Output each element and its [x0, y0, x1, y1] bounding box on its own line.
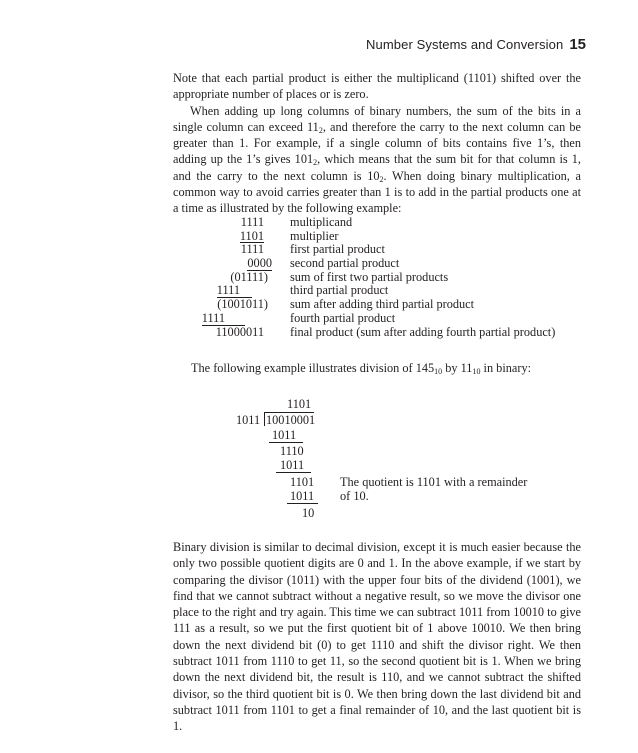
division-remainder: 10 [302, 506, 315, 520]
division-step3-subtrahend: 1011 [290, 489, 315, 503]
mult-desc: multiplicand [290, 215, 353, 229]
paragraph-carries-part-a: When adding up long columns of binary numbers, the sum of the bits in a single column can exceed 11 [173, 103, 581, 134]
division-step3-value: 1101 [290, 475, 315, 489]
paragraph-carries-part-b: , and therefore the carry to the next column can be greater than 1. For example, if a single column of bits contains five 1’s, then adding up the 1’s gives 101 [173, 119, 581, 167]
paragraph-partial-products: Note that each partial product is either the multiplicand (1101) shifted over the appropriate number of places or is zero. [173, 71, 581, 102]
division-step2-subtrahend: 1011 [280, 458, 305, 472]
mult-value: 1111 [240, 242, 264, 257]
division-note-line1: The quotient is 1101 with a remainder [340, 475, 528, 489]
subscript-base-2: 2 [379, 174, 384, 184]
mult-desc: multiplier [290, 228, 339, 243]
page-number: 15 [569, 36, 586, 53]
paragraph-binary-division: Binary division is similar to decimal division, except it is much easier because the only two possible quotient digits are 0 and 1. In the above example, if we start by comparing the divisor (1011) with the upper four bits of the dividend (1001), we find that we cannot subtract without a negative result, so we move the divisor one place to the right and try again. This time we can subtract 1011 from 10010 to give 111 as a result, so we put the first quotient bit of 1 above 10010. We then bring down the next dividend bit (0) to get 1110 and shift the divisor right. We then subtract 1011 from 1110 to get 11, so the second quotient bit is 1. When we bring down the next dividend bit, the result is 110, and we cannot subtract the shifted divisor, so the third quotient bit is 0. We then bring down the last dividend bit and subtract 1011 from 1101 to get a final remainder of 10, and the last quotient bit is 1. [173, 540, 581, 734]
subscript-base-2: 2 [318, 125, 323, 135]
mult-value: (01111) [230, 269, 268, 284]
division-dividend: 10010001 [266, 413, 316, 427]
mult-desc: third partial product [290, 283, 389, 298]
mult-value: 1111 [202, 312, 245, 326]
mult-value: 1101 [239, 228, 264, 243]
subscript-base-10: 10 [472, 367, 481, 376]
division-rule [287, 503, 318, 504]
mult-desc: sum after adding third partial product [290, 297, 475, 312]
running-header-title: Number Systems and Conversion [366, 37, 564, 52]
mult-value: 1111 [217, 284, 252, 298]
division-rule [269, 442, 303, 443]
division-intro-part-a: The following example illustrates division of 145 [191, 361, 435, 375]
paragraph-division-intro [191, 361, 531, 376]
mult-desc: final product (sum after adding fourth partial product) [290, 324, 556, 339]
division-quotient: 1101 [287, 397, 312, 411]
mult-desc: fourth partial product [290, 310, 396, 325]
division-bracket [264, 412, 265, 426]
division-note-line2: of 10. [340, 489, 369, 503]
mult-value: 0000 [247, 256, 272, 271]
mult-desc: first partial product [290, 242, 385, 257]
mult-desc: second partial product [290, 256, 400, 271]
subscript-base-2: 2 [313, 158, 318, 168]
division-rule [276, 472, 311, 473]
subscript-base-10: 10 [434, 367, 443, 376]
mult-desc: sum of first two partial products [290, 269, 449, 284]
mult-value: (1001011) [217, 297, 268, 312]
mult-value: 11000011 [215, 324, 264, 339]
division-intro-part-c: in binary: [480, 361, 532, 375]
division-step2-value: 1110 [280, 444, 304, 458]
division-divisor: 1011 [236, 413, 261, 427]
division-intro-part-b: by 11 [442, 361, 473, 375]
running-header [366, 36, 586, 56]
paragraph-carries-part-c: , which means that the sum bit for that column is 1, and the carry to the next column is 10 [173, 152, 581, 183]
division-step1-subtrahend: 1011 [272, 428, 297, 442]
paragraph-carries [173, 103, 581, 217]
paragraph-carries-part-d: . When doing binary multiplication, a common way to avoid carries greater than 1 is to add in the partial products one at a time as illustrated by the following example: [173, 168, 581, 216]
mult-value: 1111 [240, 215, 264, 229]
